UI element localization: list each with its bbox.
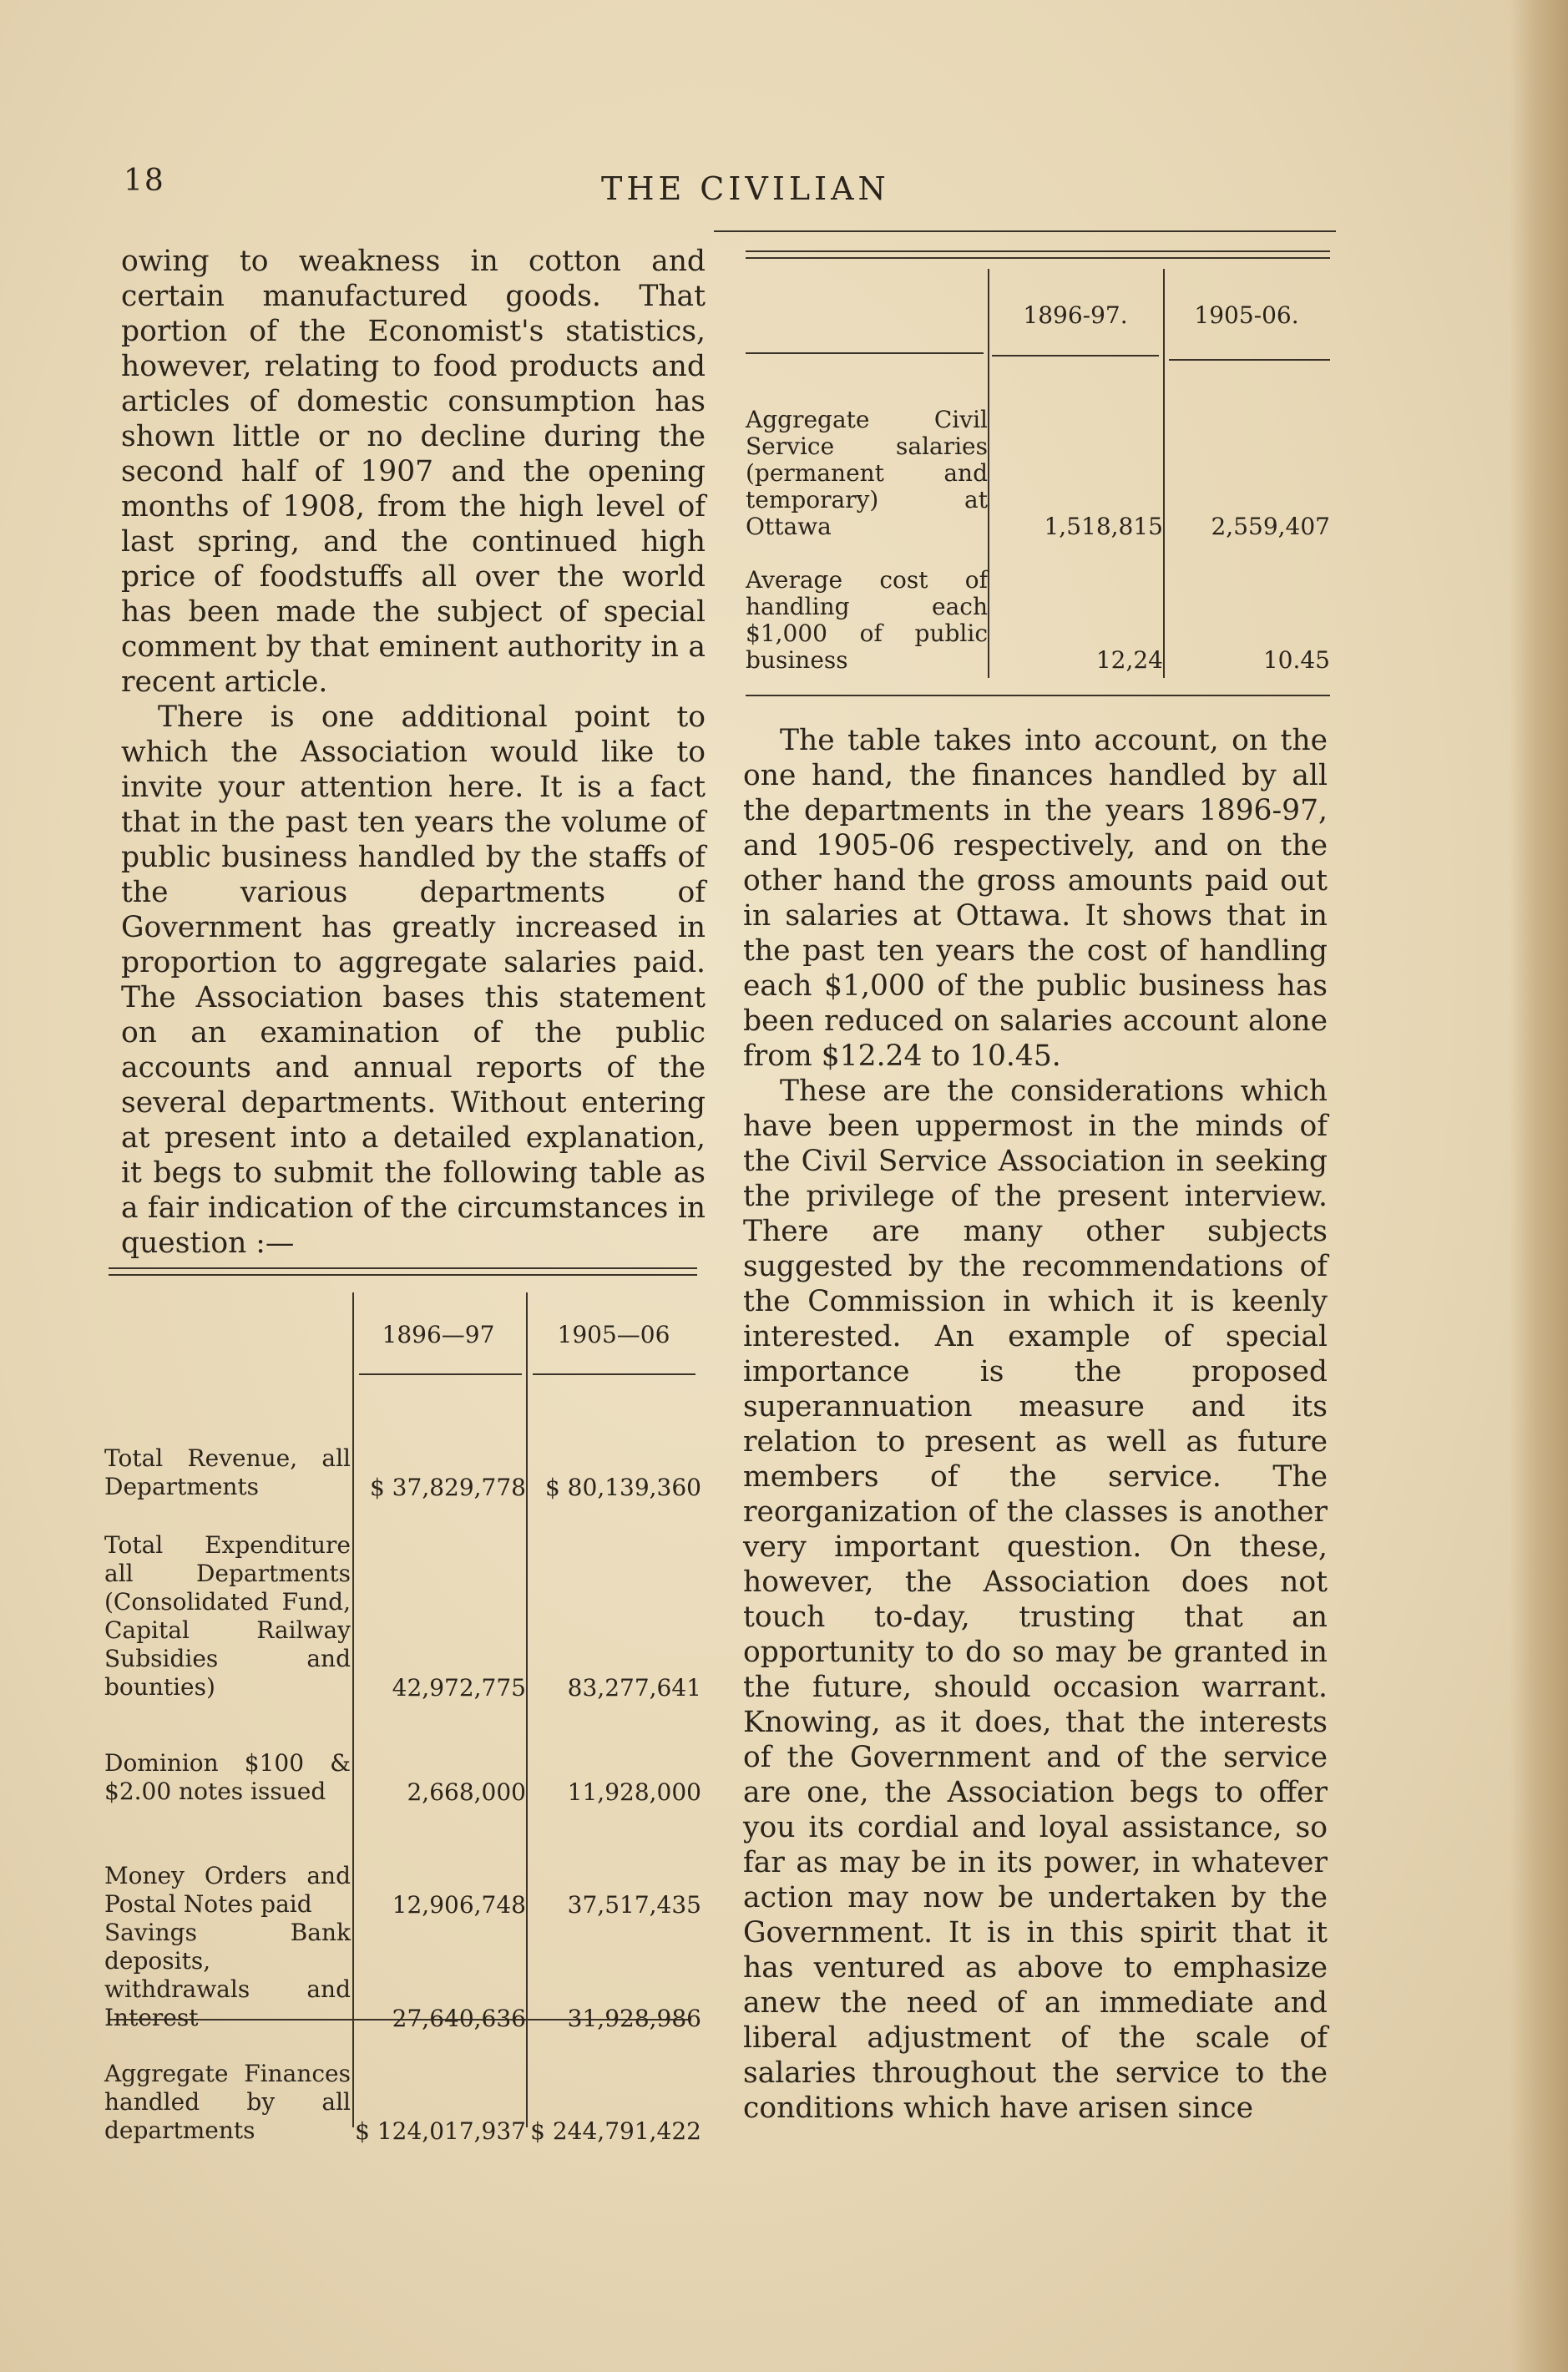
value-1896-97: 12,24 — [1095, 646, 1163, 674]
value-1905-06: $ 80,139,360 — [544, 1474, 701, 1501]
value-1905-06: 37,517,435 — [567, 1891, 701, 1919]
value-1896-97: 1,518,815 — [1044, 513, 1163, 540]
page-edge-shadow — [1510, 0, 1568, 2372]
paragraph: owing to weakness in cotton and certain manufactured goods. That portion of the Economist's statistics, however, relating to food products and articles of domestic consumption has shown little or no decline during the second half of 1907 and the opening months of 1908, from the high level of last spring, and the continued high price of foodstuffs all over the world has been made the subject of special comment by that eminent authority in a recent article. — [121, 245, 706, 699]
table-top-rule — [746, 250, 1330, 259]
row-label: Dominion $100 & $2.00 notes issued — [104, 1749, 351, 1805]
table-row — [104, 1702, 701, 1806]
header-rule — [714, 230, 1336, 232]
left-column — [121, 244, 706, 1261]
table-bottom-rule — [746, 695, 1330, 696]
column-header: 1896—97 — [382, 1320, 495, 1348]
table-top-rule — [109, 1267, 697, 1276]
row-label: Money Orders and Postal Notes paid — [104, 1862, 351, 1918]
salaries-table — [746, 269, 1330, 674]
paragraph: There is one additional point to which the Association would like to invite your attention here. It is a fact that in the past ten years the volume of public business handled by the staffs of the various departments of Government has greatly increased in proportion to aggregate salaries paid. The Association bases this statement on an examination of the public accounts and annual reports of the several departments. Without entering at present into a detailed explanation, it begs to submit the following table as a fair indication of the circumstances in question :— — [121, 700, 706, 1260]
paragraph: The table takes into account, on the one hand, the finances handled by all the departments in the years 1896-97, and 1905-06 respectively, and on the other hand the gross amounts paid out in salaries at Ottawa. It shows that in the past ten years the cost of handling each $1,000 of the public business has been reduced on salaries account alone from $12.24 to 10.45. — [743, 724, 1328, 1073]
value-1896-97: 2,668,000 — [407, 1778, 526, 1806]
row-label: Aggregate Finances handled by all departments — [104, 2060, 351, 2144]
value-1896-97: 12,906,748 — [392, 1891, 526, 1919]
row-label: Total Expenditure all Departments (Consolidated Fund, Capital Railway Subsidies and bounties) — [104, 1531, 351, 1701]
table-header-row — [746, 269, 1330, 361]
table-row — [746, 540, 1330, 674]
column-header: 1896-97. — [1023, 301, 1128, 329]
row-label: Average cost of handling each $1,000 of public business — [746, 566, 988, 674]
value-1905-06: 11,928,000 — [567, 1778, 701, 1806]
value-1905-06: 31,928,986 — [567, 2005, 701, 2032]
column-header: 1905-06. — [1194, 301, 1299, 329]
table-row — [104, 1919, 701, 2032]
table-row — [104, 1806, 701, 1919]
table-row — [104, 1501, 701, 1702]
value-1896-97: 42,972,775 — [392, 1674, 526, 1702]
finances-table — [104, 1292, 701, 2145]
running-head: THE CIVILIAN — [601, 170, 890, 207]
row-label: Savings Bank deposits, withdrawals and Interest — [104, 1919, 351, 2031]
value-1896-97: $ 37,829,778 — [369, 1474, 526, 1501]
value-1896-97: $ 124,017,937 — [355, 2117, 526, 2145]
paragraph: These are the considerations which have been uppermost in the minds of the Civil Service Association in seeking the privilege of the present interview. There are many other subjects suggested by the recommendations of the Commission in which it is keenly interested. An example of special importance is the proposed superannuation measure and its relation to present as well as future members of the service. The reorganization of the classes is another very important question. On these, however, the Association does not touch to-day, trusting that an opportunity to do so may be granted in the future, should occasion warrant. Knowing, as it does, that the interests of the Government and of the service are one, the Association begs to offer you its cordial and loyal assistance, so far as may be in its power, in whatever action may now be undertaken by the Government. It is in this spirit that it has ventured as above to emphasize anew the need of an immediate and liberal adjustment of the scale of salaries throughout the service to the conditions which have arisen since — [743, 1075, 1328, 2125]
row-label: Aggregate Civil Service salaries (permanent and temporary) at Ottawa — [746, 406, 988, 540]
row-label: Total Revenue, all Departments — [104, 1444, 351, 1500]
value-1905-06: 83,277,641 — [567, 1674, 701, 1702]
value-1896-97: 27,640,636 — [392, 2005, 526, 2032]
right-column — [743, 723, 1328, 2126]
value-1905-06: $ 244,791,422 — [530, 2117, 701, 2145]
table-total-row — [104, 2032, 701, 2145]
value-1905-06: 10.45 — [1262, 646, 1330, 674]
value-1905-06: 2,559,407 — [1211, 513, 1330, 540]
table-row — [746, 361, 1330, 540]
table-header-row — [104, 1292, 701, 1376]
page-number: 18 — [124, 164, 165, 198]
table-row — [104, 1376, 701, 1501]
column-header: 1905—06 — [557, 1320, 670, 1348]
